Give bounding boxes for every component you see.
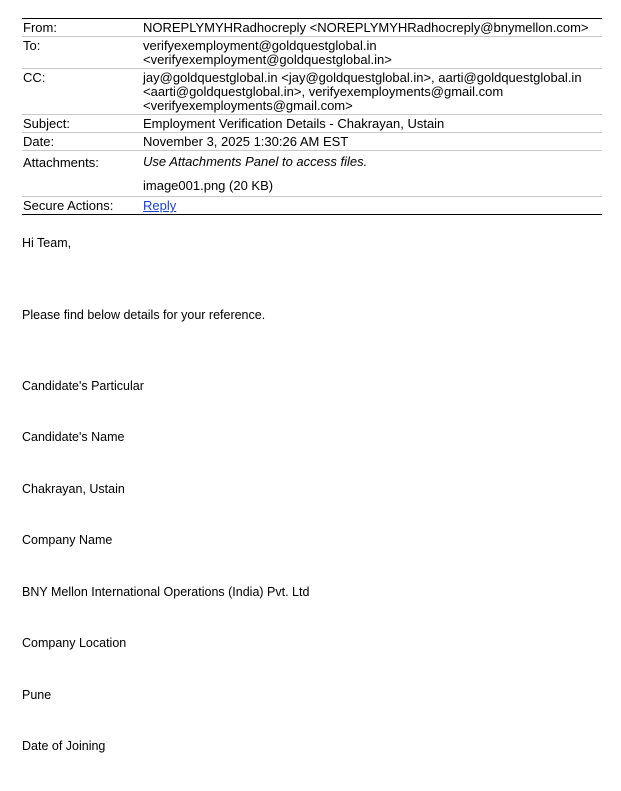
attachments-row [22,151,602,197]
email-header [22,18,602,215]
secure-actions-value [143,199,602,213]
from-label: From: [23,20,57,35]
attachments-value [143,153,602,195]
company-name-label: Company Name [22,533,113,547]
cc-line: <verifyexemployments@gmail.com> [143,98,353,113]
attachment-file-link[interactable]: image001.png (20 KB) [143,178,274,193]
from-value: NOREPLYMYHRadhocreply <NOREPLYMYHRadhocreply@bnymellon.com> [143,20,589,35]
cc-row [22,69,602,115]
cc-value [143,71,602,113]
date-of-joining-label: Date of Joining [22,739,106,753]
date-value: November 3, 2025 1:30:26 AM EST [143,134,349,149]
to-line: <verifyexemployment@goldquestglobal.in> [143,52,392,67]
from-row [22,19,602,37]
candidate-name-value: Chakrayan, Ustain [22,482,125,496]
intro-text: Please find below details for your reference. [22,308,266,322]
attachments-label: Attachments: [23,155,99,170]
company-name-value: BNY Mellon International Operations (India) Pvt. Ltd [22,585,310,599]
to-line: verifyexemployment@goldquestglobal.in [143,38,377,53]
greeting: Hi Team, [22,236,72,250]
reply-link[interactable]: Reply [143,198,177,213]
to-label: To: [23,38,41,53]
cc-line: <aarti@goldquestglobal.in>, verifyexemployments@gmail.com [143,84,504,99]
cc-line: jay@goldquestglobal.in <jay@goldquestglobal.in>, aarti@goldquestglobal.in [143,70,582,85]
company-location-label: Company Location [22,636,127,650]
attachments-note: Use Attachments Panel to access files. [143,154,368,169]
cc-label: CC: [23,70,46,85]
candidate-name-label: Candidate's Name [22,430,125,444]
subject-row [22,115,602,133]
secure-actions-label: Secure Actions: [23,198,114,213]
date-label: Date: [23,134,55,149]
secure-actions-row [22,197,602,215]
section-title: Candidate's Particular [22,379,144,393]
to-row [22,37,602,69]
subject-label: Subject: [23,116,70,131]
to-value [143,39,602,67]
company-location-value: Pune [22,688,52,702]
date-row [22,133,602,151]
subject-value: Employment Verification Details - Chakrayan, Ustain [143,116,445,131]
